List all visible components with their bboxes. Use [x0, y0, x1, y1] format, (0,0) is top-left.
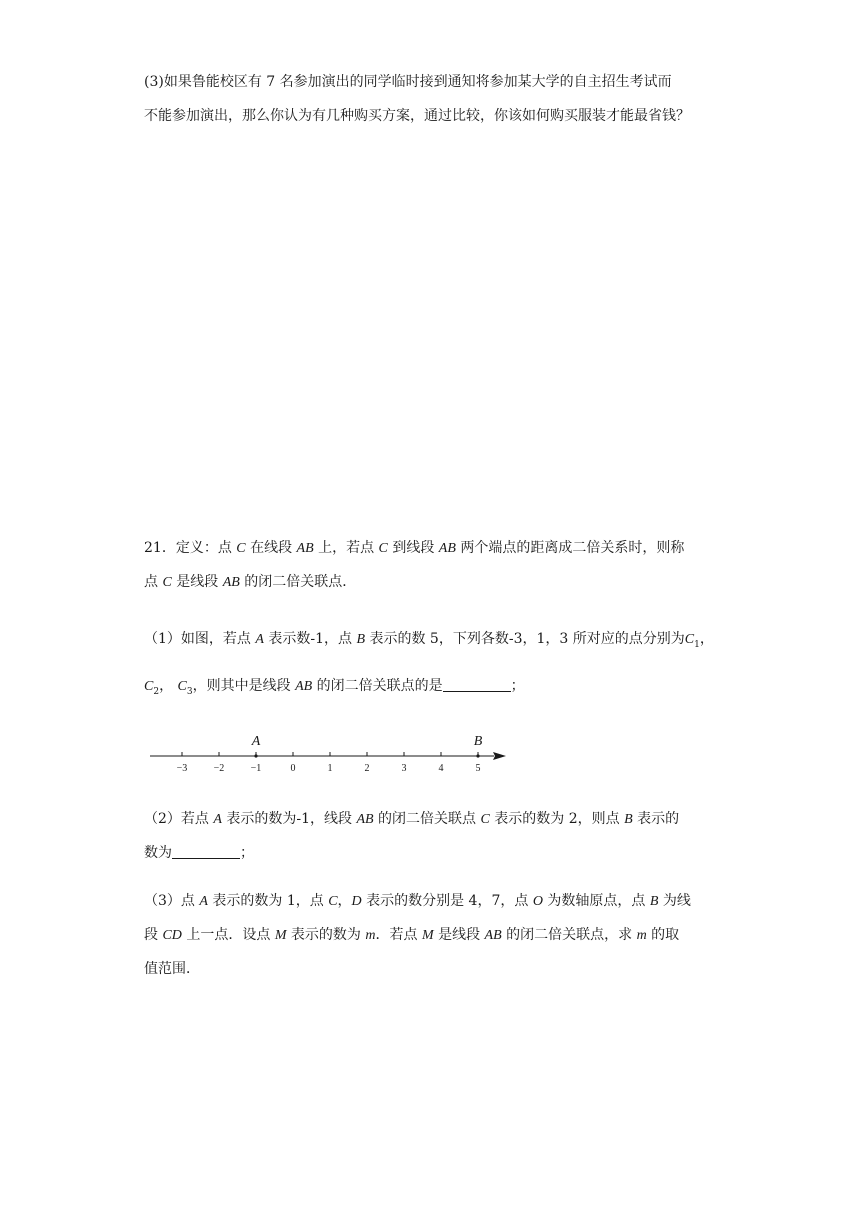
q20-part3-line2: 不能参加演出，那么你认为有几种购买方案，通过比较，你该如何购买服装才能最省钱？ [144, 108, 690, 124]
q21-part3-line2: 段 CD 上一点．设点 M 表示的数为 m．若点 M 是线段 AB 的闭二倍关联点，求 m 的取 [144, 927, 680, 943]
point-label-a: A [251, 734, 261, 749]
point-label-b: B [473, 734, 483, 749]
question-number: 21． [144, 540, 176, 556]
number-line-arrow-icon [493, 752, 506, 760]
q21-part3-line1: （3）点 A 表示的数为 1，点 C，D 表示的数分别是 4，7，点 O 为数轴原点，点 B 为线 [144, 893, 691, 909]
tick-label: −2 [213, 763, 225, 774]
point-a-dot [254, 754, 257, 757]
answer-blank-2[interactable] [172, 844, 240, 859]
q21-part1-line1: （1）如图，若点 A 表示数-1，点 B 表示的数 5，下列各数-3，1，3 所对应的点分别为$C_1$， [144, 631, 714, 650]
q21-part2-line2: 数为 ； [144, 845, 254, 861]
q20-part3-line1: (3)如果鲁能校区有 7 名参加演出的同学临时接到通知将参加某大学的自主招生考试而 [144, 74, 672, 90]
tick-label: 4 [438, 763, 444, 774]
tick-label: 1 [327, 763, 333, 774]
q21-part2-line1: （2）若点 A 表示的数为-1，线段 AB 的闭二倍关联点 C 表示的数为 2，则点 B 表示的 [144, 811, 680, 827]
q21-definition-line2: 点 C 是线段 AB 的闭二倍关联点． [144, 574, 357, 590]
tick-label: 3 [401, 763, 407, 774]
tick-label: 2 [364, 763, 370, 774]
number-line-ticks [177, 752, 481, 774]
answer-blank-1[interactable] [443, 677, 511, 692]
number-line-figure [144, 725, 514, 777]
tick-label: 5 [475, 763, 481, 774]
tick-label: −1 [250, 763, 262, 774]
q21-part3-line3: 值范围． [144, 961, 200, 977]
point-b-dot [476, 754, 479, 757]
tick-label: 0 [290, 763, 296, 774]
q21-part1-line2: $C_2$， $C_3$，则其中是线段 AB 的闭二倍关联点的是 ； [144, 678, 525, 697]
tick-label: −3 [176, 763, 188, 774]
q21-definition-line1: 21．定义：点 C 在线段 AB 上，若点 C 到线段 AB 两个端点的距离成二倍关系时，则称 [144, 540, 685, 556]
